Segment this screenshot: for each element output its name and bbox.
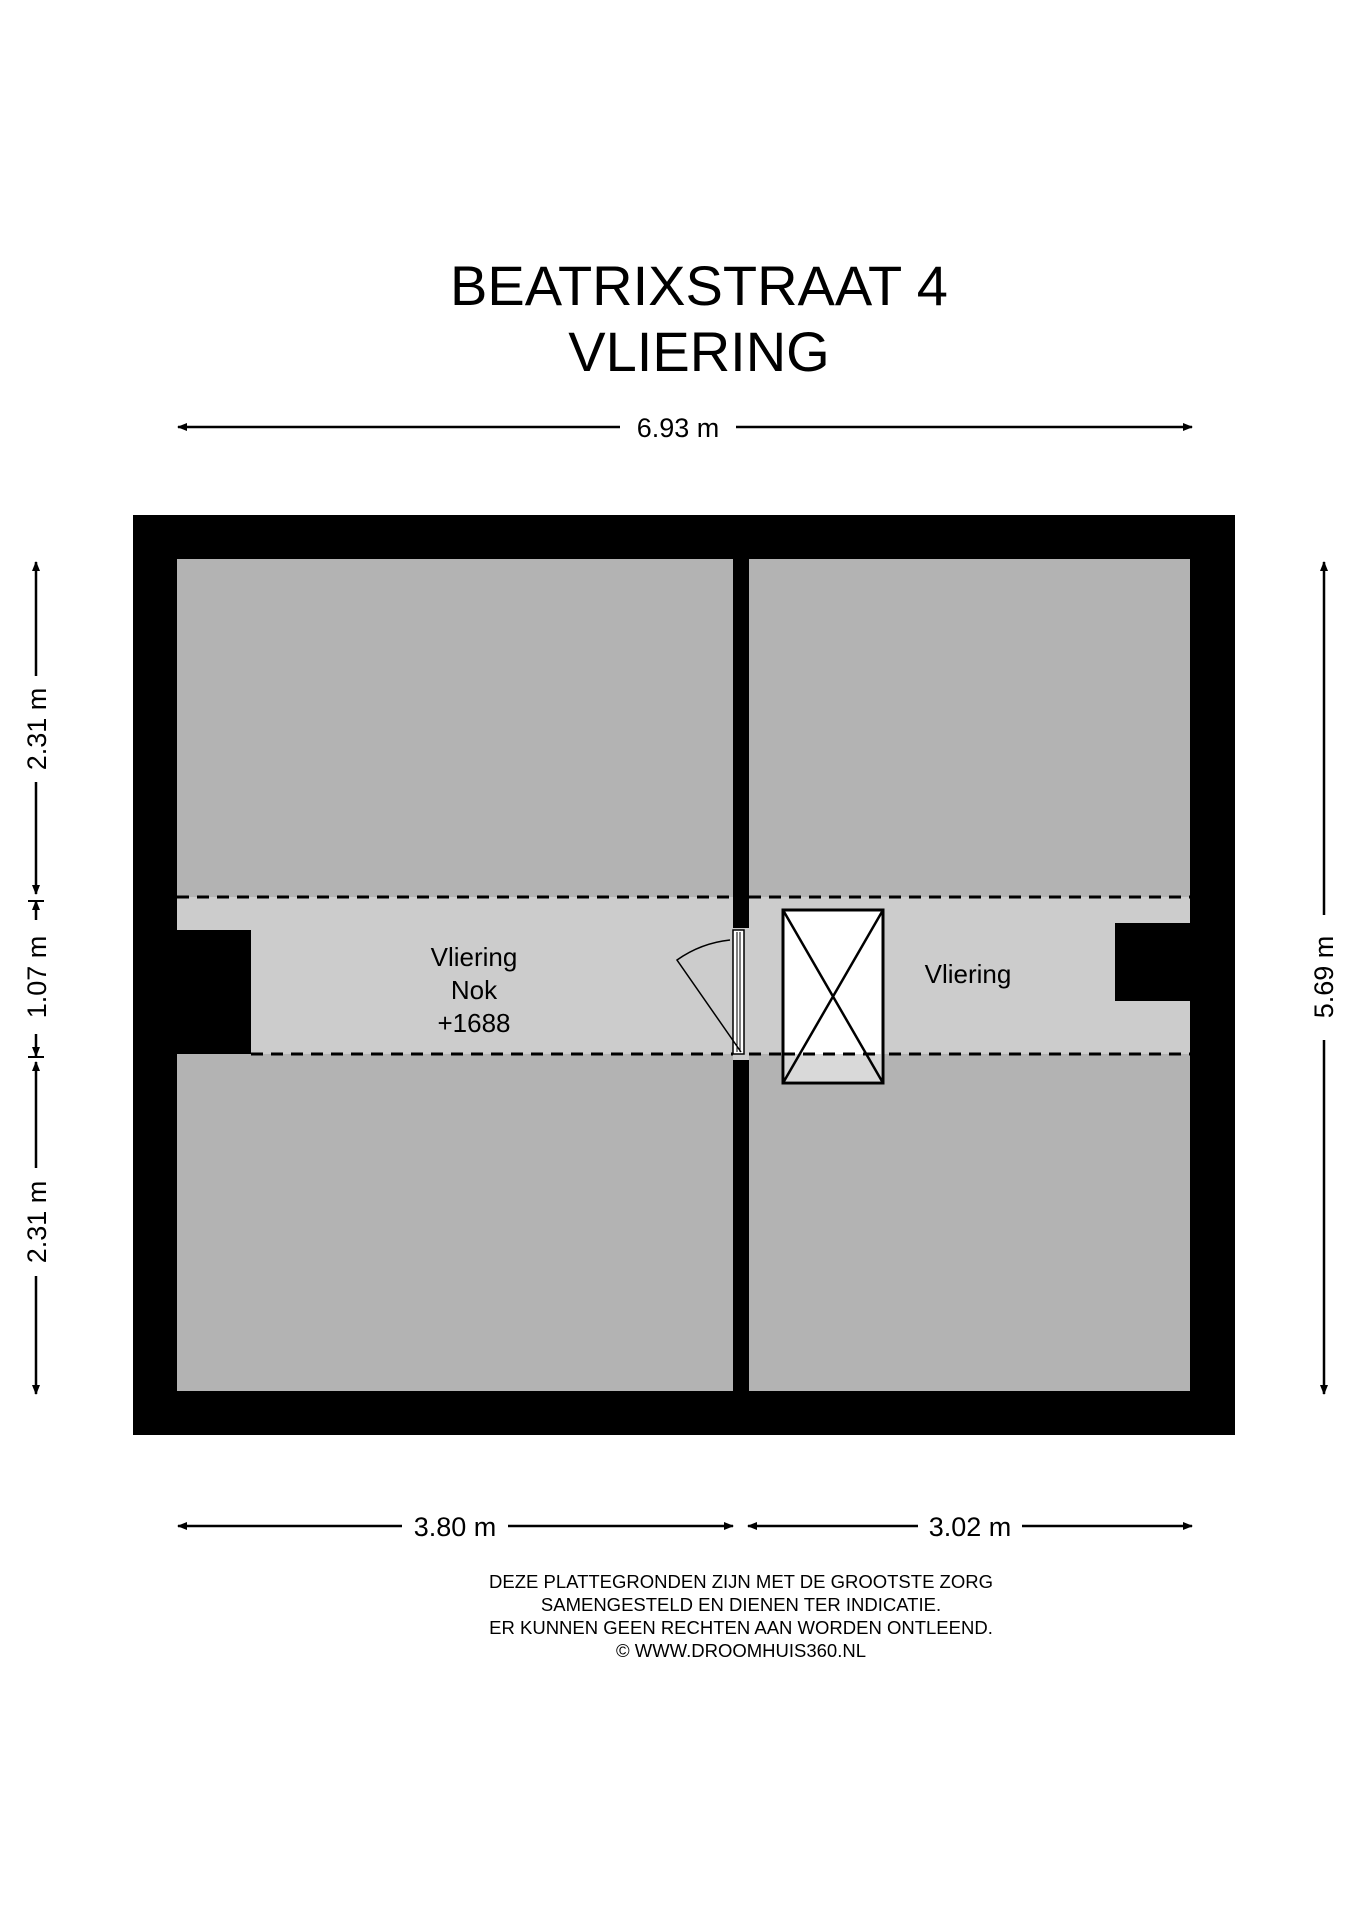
disclaimer-line: ER KUNNEN GEEN RECHTEN AAN WORDEN ONTLEEND.: [489, 1617, 993, 1638]
dimension-label: 1.07 m: [22, 935, 52, 1019]
room-label-right-name: Vliering: [924, 959, 1012, 989]
room-label-left-name: Vliering: [430, 942, 518, 972]
dimension-label: 3.80 m: [413, 1512, 497, 1542]
room-label-left-height: +1688: [437, 1008, 511, 1038]
dimension-top-width: [178, 413, 1192, 443]
dimension-label: 2.31 m: [22, 1180, 52, 1264]
room-label-left-sub: Nok: [450, 975, 498, 1005]
dimension-left: [22, 562, 52, 1394]
building-outline: [133, 515, 1235, 1435]
chimney-left: [177, 930, 251, 1054]
dimension-label: 3.02 m: [928, 1512, 1012, 1542]
disclaimer: [62, 1570, 1358, 1662]
plan-subtitle: VLIERING: [568, 320, 830, 383]
disclaimer-line: SAMENGESTELD EN DIENEN TER INDICATIE.: [540, 1594, 942, 1615]
dimension-label: 5.69 m: [1309, 935, 1339, 1019]
plan-title: BEATRIXSTRAAT 4: [450, 254, 948, 317]
dimension-bottom: [178, 1512, 1192, 1542]
copyright-link[interactable]: © WWW.DROOMHUIS360.NL: [615, 1640, 867, 1661]
hatch-opening: [783, 910, 883, 1083]
dimension-label: 2.31 m: [22, 687, 52, 771]
dimension-right-height: [1309, 562, 1339, 1394]
disclaimer-line: DEZE PLATTEGRONDEN ZIJN MET DE GROOTSTE ZORG: [489, 1571, 993, 1592]
chimney-right: [1115, 923, 1190, 1001]
dimension-label: 6.93 m: [636, 413, 720, 443]
